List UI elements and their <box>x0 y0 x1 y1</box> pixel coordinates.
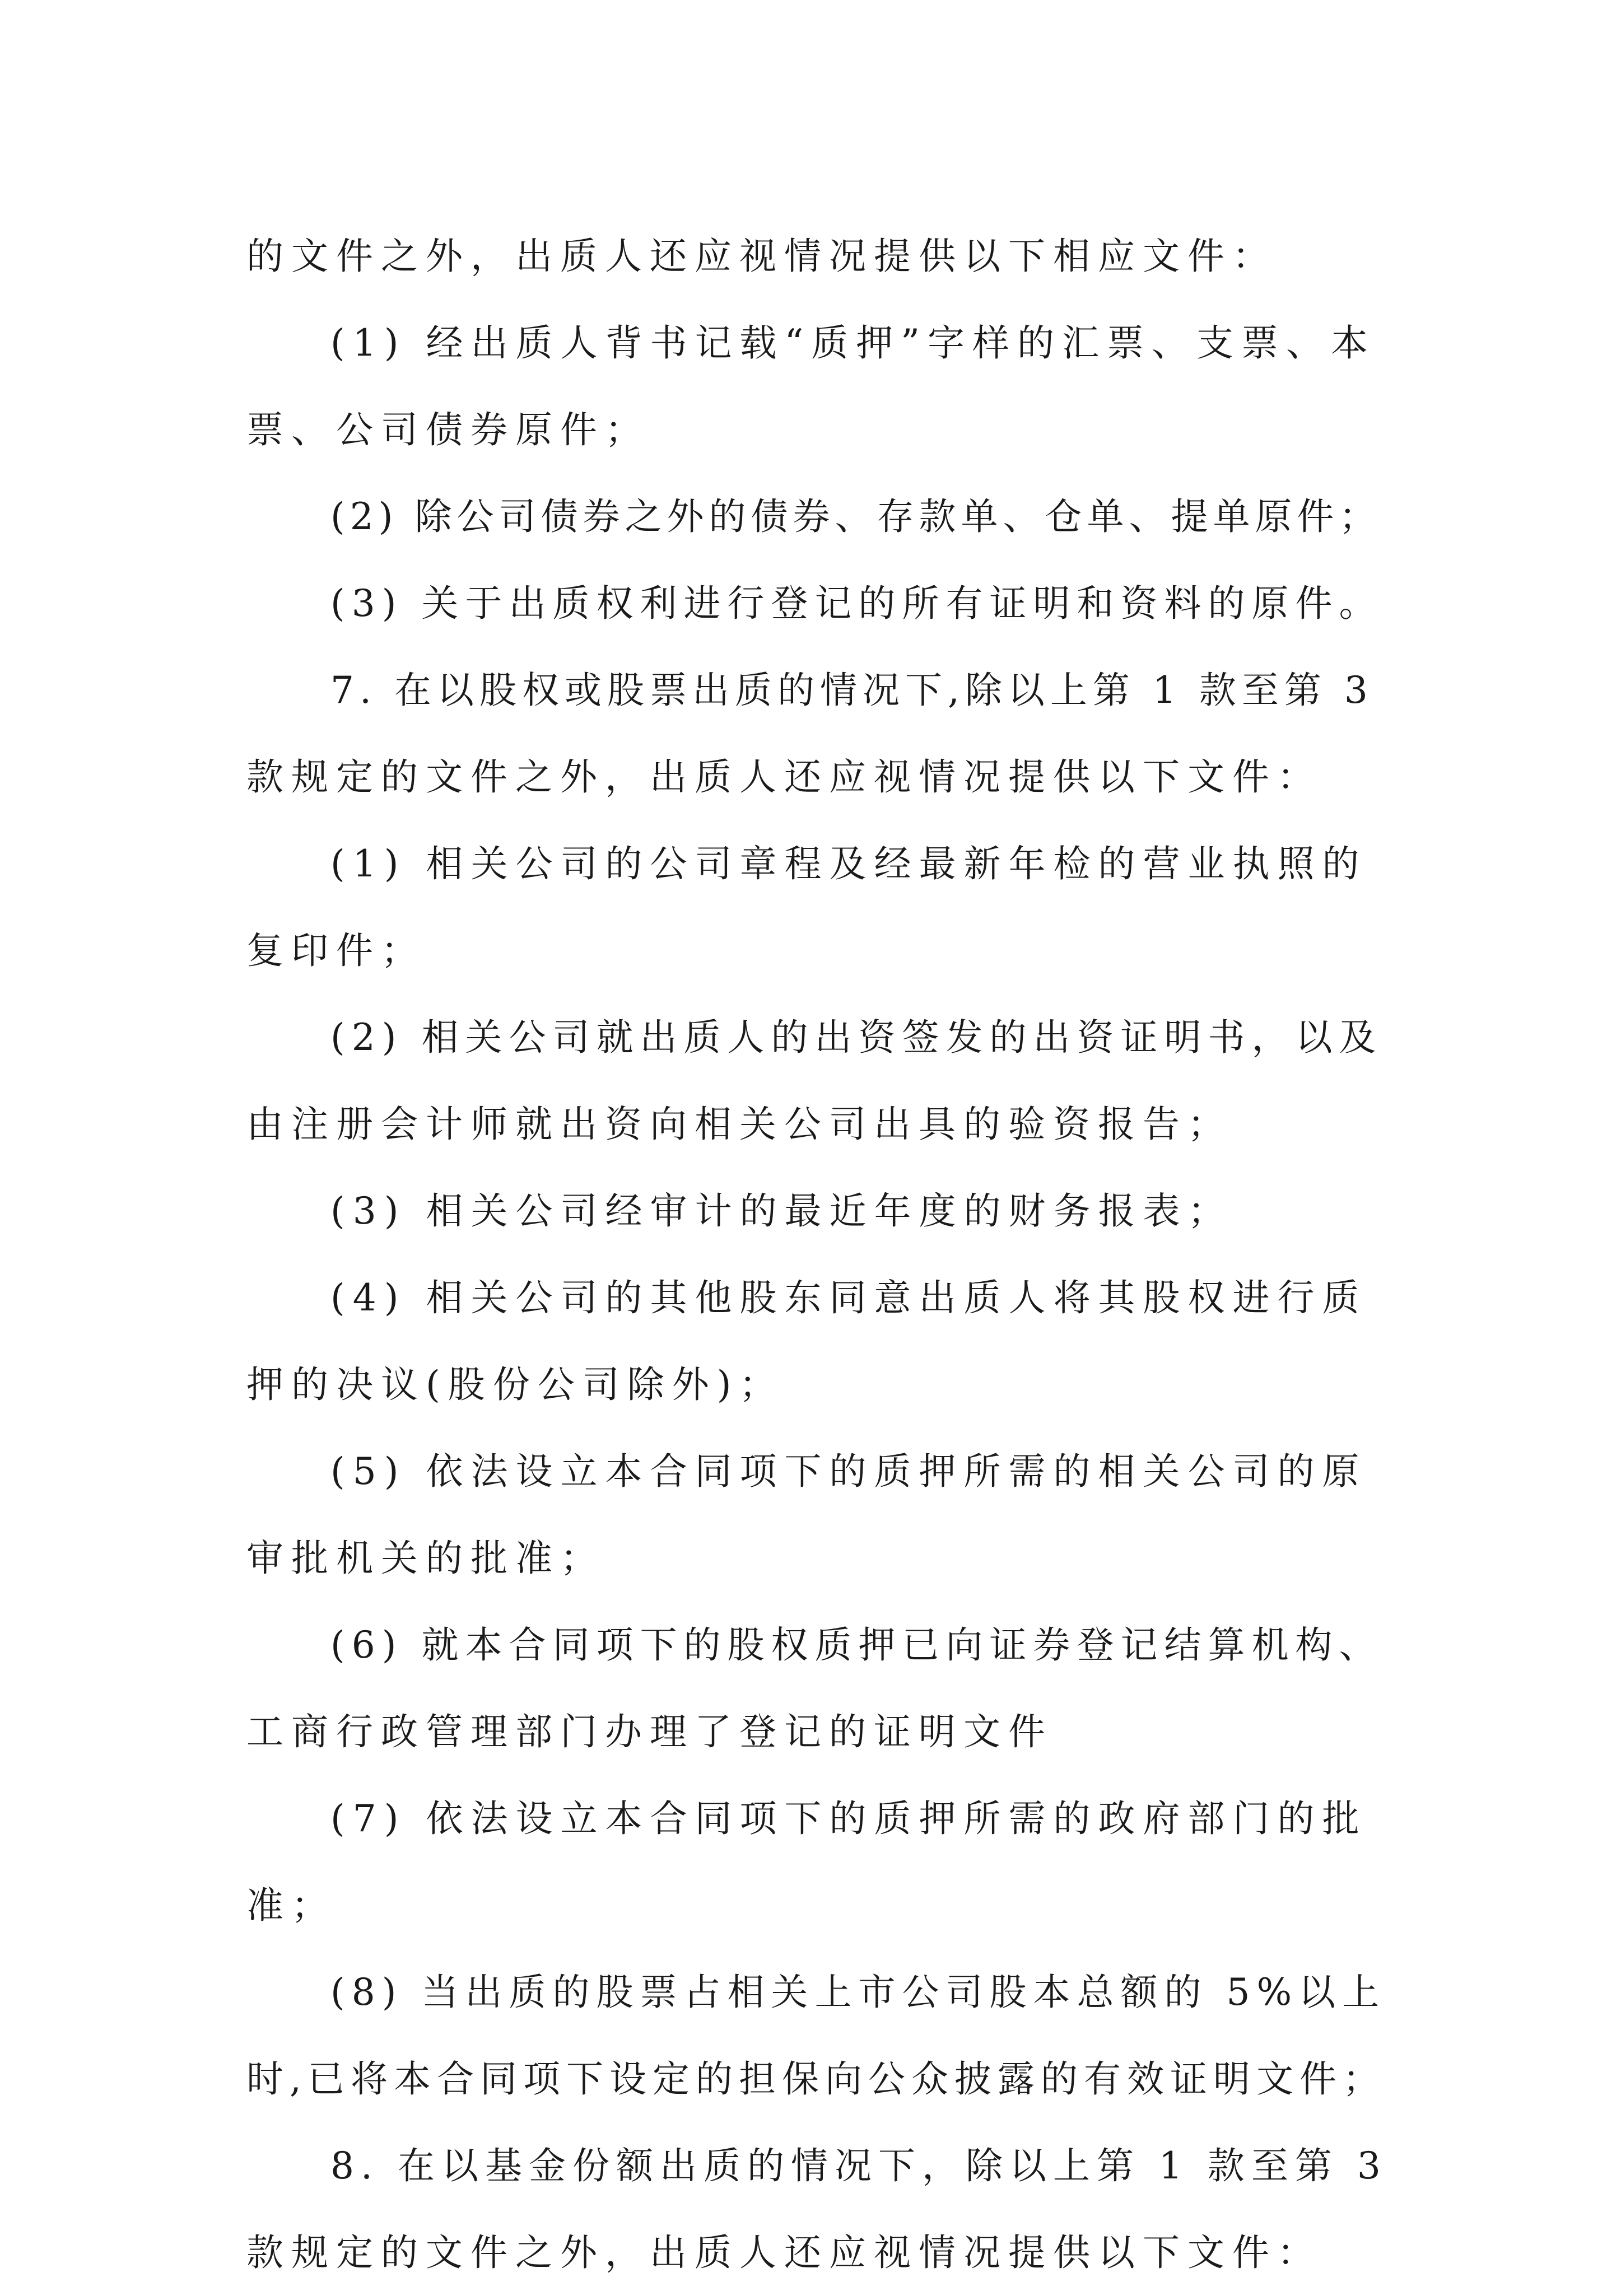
text-line: 准； <box>246 1884 336 1927</box>
text-line: 工商行政管理部门办理了登记的证明文件 <box>246 1710 1053 1753</box>
text-line: (6) 就本合同项下的股权质押已向证券登记结算机构、 <box>330 1623 1383 1667</box>
text-line: 时,已将本合同项下设定的担保向公众披露的有效证明文件； <box>246 2057 1386 2101</box>
document-body <box>246 213 1389 2296</box>
text-line: (1) 相关公司的公司章程及经最新年检的营业执照的 <box>330 842 1367 885</box>
text-line: 的文件之外，出质人还应视情况提供以下相应文件： <box>246 235 1277 278</box>
text-line: (7) 依法设立本合同项下的质押所需的政府部门的批 <box>330 1797 1367 1840</box>
text-line: 票、公司债券原件； <box>246 408 650 451</box>
text-line: (8) 当出质的股票占相关上市公司股本总额的 5%以上 <box>330 1971 1386 2014</box>
text-line: (4) 相关公司的其他股东同意出质人将其股权进行质 <box>330 1276 1367 1319</box>
text-line: (5) 依法设立本合同项下的质押所需的相关公司的原 <box>330 1450 1367 1493</box>
text-line: (3) 相关公司经审计的最近年度的财务报表； <box>330 1189 1233 1233</box>
text-line: (3) 关于出质权利进行登记的所有证明和资料的原件。 <box>330 582 1383 625</box>
text-line: 押的决议(股份公司除外)； <box>246 1363 784 1406</box>
text-line: 由注册会计师就出资向相关公司出具的验资报告； <box>246 1103 1232 1146</box>
text-line: 款规定的文件之外，出质人还应视情况提供以下文件： <box>246 2231 1322 2274</box>
text-line: (2) 除公司债券之外的债券、存款单、仓单、提单原件； <box>330 495 1381 538</box>
text-line: 审批机关的批准； <box>246 1537 605 1580</box>
text-line: 7. 在以股权或股票出质的情况下,除以上第 1 款至第 3 <box>330 669 1373 712</box>
text-line: (1) 经出质人背书记载“质押”字样的汇票、支票、本 <box>330 321 1376 365</box>
text-line: 复印件； <box>246 929 426 972</box>
text-line: 款规定的文件之外，出质人还应视情况提供以下文件： <box>246 755 1322 799</box>
text-line: (2) 相关公司就出质人的出资签发的出资证明书，以及 <box>330 1016 1383 1059</box>
text-line: 8. 在以基金份额出质的情况下，除以上第 1 款至第 3 <box>330 2144 1387 2187</box>
